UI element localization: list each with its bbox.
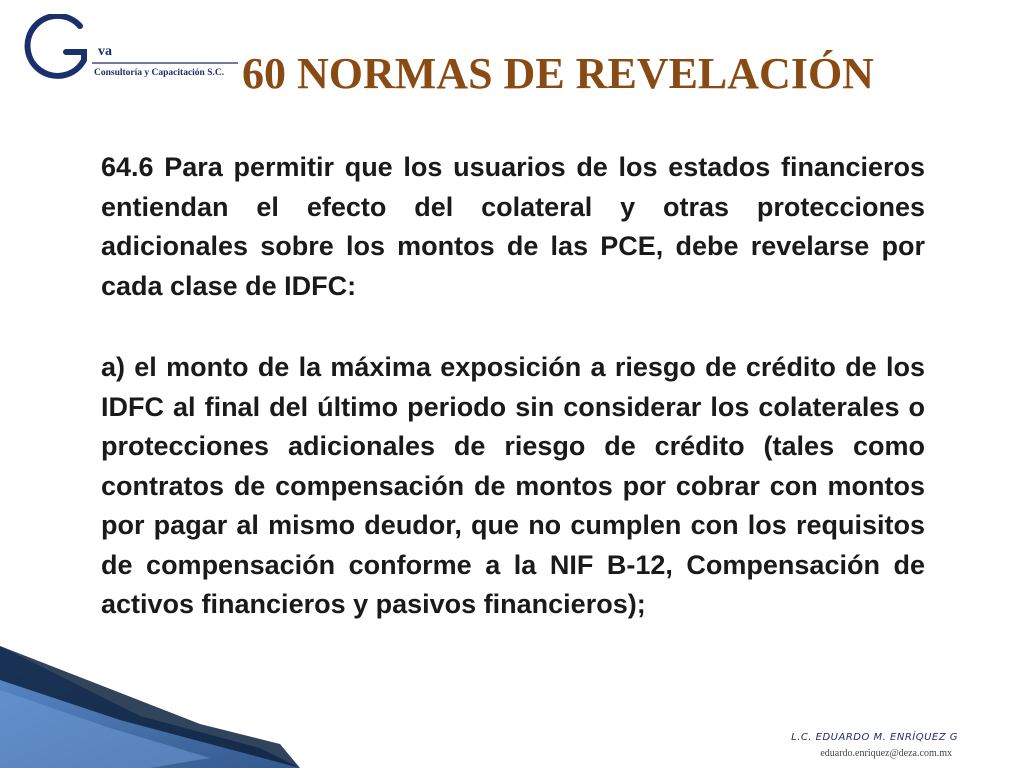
footer-email: eduardo.enriquez@deza.com.mx bbox=[820, 748, 952, 759]
paragraph-64-6: 64.6 Para permitir que los usuarios de los estados financieros entiendan el efecto del colateral y otras protecciones adicionales sobre los montos de las PCE, debe revelarse por cada clase de IDFC: bbox=[101, 152, 925, 301]
company-logo bbox=[22, 14, 242, 86]
paragraph-a: a) el monto de la máxima exposición a riesgo de crédito de los IDFC al final del último periodo sin considerar los colaterales o protecciones adicionales de riesgo de crédito (tales como contratos de compensación de montos por cobrar con montos por pagar al mismo deudor, que no cumplen con los requisitos de compensación conforme a la NIF B-12, Compensación de activos financieros y pasivos financieros); bbox=[101, 352, 925, 619]
decorative-swoosh bbox=[0, 620, 320, 768]
footer-author: L.C. EDUARDO M. ENRÍQUEZ G bbox=[791, 732, 958, 743]
logo-tagline: Consultoría y Capacitación S.C. bbox=[94, 68, 225, 78]
logo-letters: va bbox=[98, 44, 112, 59]
slide-title: 60 NORMAS DE REVELACIÓN bbox=[242, 49, 874, 98]
slide-body bbox=[101, 148, 925, 625]
